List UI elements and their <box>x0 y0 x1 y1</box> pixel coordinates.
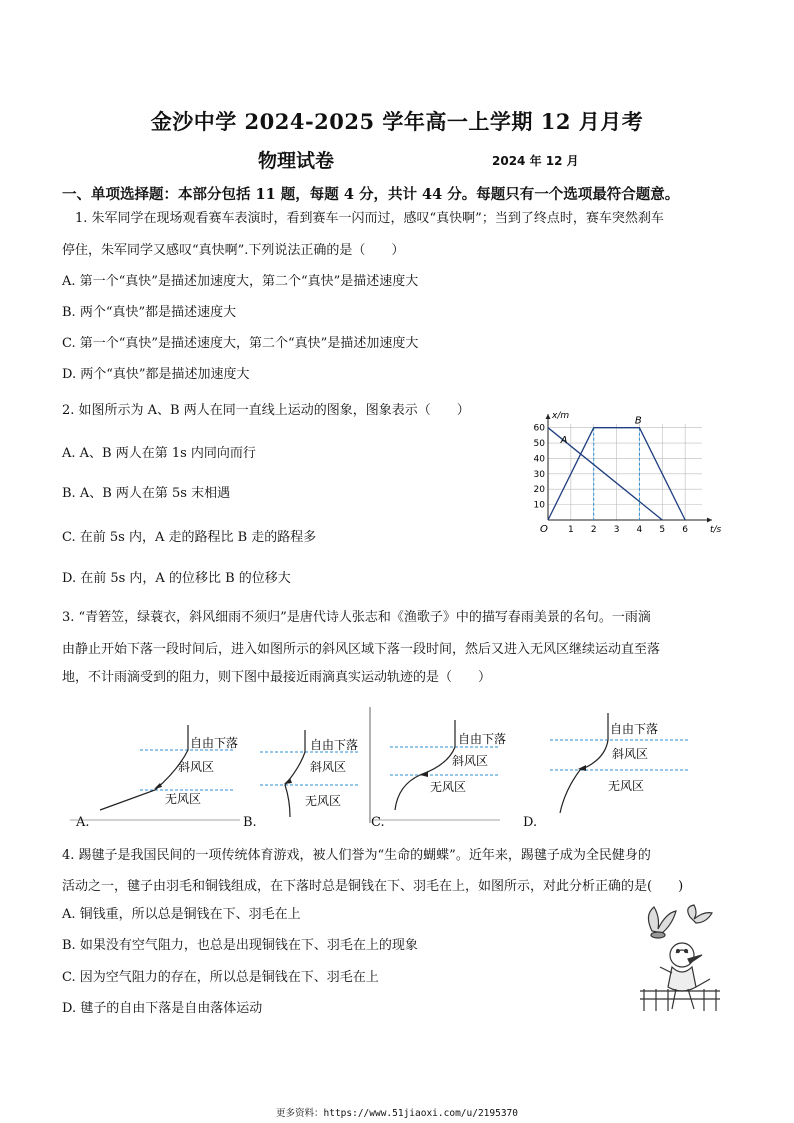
y-tick-label: 50 <box>533 439 545 450</box>
q3-stem-line1: 3. “青箬笠，绿蓑衣，斜风细雨不须归”是唐代诗人张志和《渔歌子》中的描写春雨美景的名句。一雨滴 <box>62 610 651 625</box>
y-tick-label: 20 <box>533 485 545 496</box>
q1-option-b: B. 两个“真快”都是描述速度大 <box>62 305 237 320</box>
zone-label-free-fall: 自由下落 <box>190 736 239 750</box>
q2-option-b: B. A、B 两人在第 5s 末相遇 <box>62 486 231 501</box>
series-label-b: B <box>634 415 642 427</box>
q1-option-d: D. 两个“真快”都是描述加速度大 <box>62 367 250 382</box>
x-tick-label: 1 <box>567 525 574 535</box>
x-tick-label: 5 <box>659 525 666 535</box>
q2-option-a: A. A、B 两人在第 1s 内同向而行 <box>62 446 256 461</box>
q4-option-d: D. 毽子的自由下落是自由落体运动 <box>62 1001 263 1016</box>
q4-option-a: A. 铜钱重，所以总是铜钱在下、羽毛在上 <box>62 907 301 922</box>
exam-date: 2024 年 12 月 <box>492 154 579 168</box>
x-tick-label: 2 <box>590 525 597 535</box>
q2-stem: 2. 如图所示为 A、B 两人在同一直线上运动的图象，图象表示（ ） <box>62 403 470 418</box>
y-tick-label: 40 <box>533 454 545 465</box>
q4-option-b: B. 如果没有空气阻力，也总是出现铜钱在下、羽毛在上的现象 <box>62 938 418 953</box>
svg-text:自由下落: 自由下落 <box>458 732 507 746</box>
exam-title: 金沙中学 2024-2025 学年高一上学期 12 月月考 <box>150 109 644 134</box>
x-axis-arrow <box>707 518 712 523</box>
q3-option-c-label: C. <box>371 815 385 830</box>
y-axis-label: x/m <box>552 411 570 421</box>
q2-position-time-chart <box>530 412 720 538</box>
q3-trajectory-figures <box>60 705 740 835</box>
footer-resource-link[interactable]: 更多资料：https://www.51jiaoxi.com/u/2195370 <box>276 1108 518 1119</box>
q3-figure-a <box>70 725 240 820</box>
x-axis-label: t/s <box>710 525 722 535</box>
zone-label-crosswind: 斜风区 <box>178 760 215 774</box>
svg-text:自由下落: 自由下落 <box>610 722 659 736</box>
y-tick-label: 60 <box>533 423 545 434</box>
q2-option-d: D. 在前 5s 内，A 的位移比 B 的位移大 <box>62 571 291 586</box>
q3-figure-d <box>550 713 690 813</box>
q3-figure-b <box>260 730 360 817</box>
svg-text:斜风区: 斜风区 <box>452 754 489 768</box>
y-tick-label: 10 <box>533 500 545 511</box>
svg-text:无风区: 无风区 <box>305 794 342 808</box>
x-tick-label: 4 <box>636 525 643 535</box>
shuttlecock-illustration <box>632 903 724 1015</box>
q1-option-a: A. 第一个“真快”是描述加速度大，第二个“真快”是描述速度大 <box>62 274 419 289</box>
q4-option-c: C. 因为空气阻力的存在，所以总是铜钱在下、羽毛在上 <box>62 970 379 985</box>
q1-stem-line2: 停住，朱军同学又感叹“真快啊”.下列说法正确的是（ ） <box>62 243 405 258</box>
svg-text:无风区: 无风区 <box>430 780 467 794</box>
y-axis-arrow <box>546 414 551 419</box>
q3-option-b-label: B. <box>243 815 257 830</box>
q3-option-a-label: A. <box>76 815 90 830</box>
x-tick-label: 6 <box>682 525 689 535</box>
q4-stem-line2: 活动之一，毽子由羽毛和铜钱组成，在下落时总是铜钱在下、羽毛在上，如图所示，对此分析正确的是( ) <box>62 879 684 894</box>
q3-figure-c <box>372 720 506 820</box>
series-label-a: A <box>560 435 568 447</box>
q1-option-c: C. 第一个“真快”是描述速度大，第二个“真快”是描述加速度大 <box>62 336 419 351</box>
zone-label-no-wind: 无风区 <box>165 792 202 806</box>
svg-text:无风区: 无风区 <box>608 779 645 793</box>
q1-stem-line1: 1. 朱军同学在现场观看赛车表演时，看到赛车一闪而过，感叹“真快啊”；当到了终点时，赛车突然刹车 <box>75 211 664 226</box>
section-heading: 一、单项选择题：本部分包括 11 题，每题 4 分，共计 44 分。每题只有一个选项最符合题意。 <box>62 186 680 203</box>
q3-stem-line2: 由静止开始下落一段时间后，进入如图所示的斜风区域下落一段时间，然后又进入无风区继续运动直至落 <box>62 642 661 657</box>
svg-text:斜风区: 斜风区 <box>612 747 649 761</box>
origin-label: O <box>540 524 548 535</box>
y-tick-label: 30 <box>533 469 545 480</box>
subject-title: 物理试卷 <box>258 150 335 172</box>
q3-option-d-label: D. <box>523 815 538 830</box>
svg-text:自由下落: 自由下落 <box>310 738 359 752</box>
q4-stem-line1: 4. 踢毽子是我国民间的一项传统体育游戏，被人们誉为“生命的蝴蝶”。近年来，踢毽子成为全民健身的 <box>62 848 651 863</box>
q3-stem-line3: 地，不计雨滴受到的阻力，则下图中最接近雨滴真实运动轨迹的是（ ） <box>62 670 492 685</box>
x-tick-label: 3 <box>613 525 620 535</box>
q2-option-c: C. 在前 5s 内，A 走的路程比 B 走的路程多 <box>62 530 317 545</box>
svg-text:斜风区: 斜风区 <box>310 760 347 774</box>
